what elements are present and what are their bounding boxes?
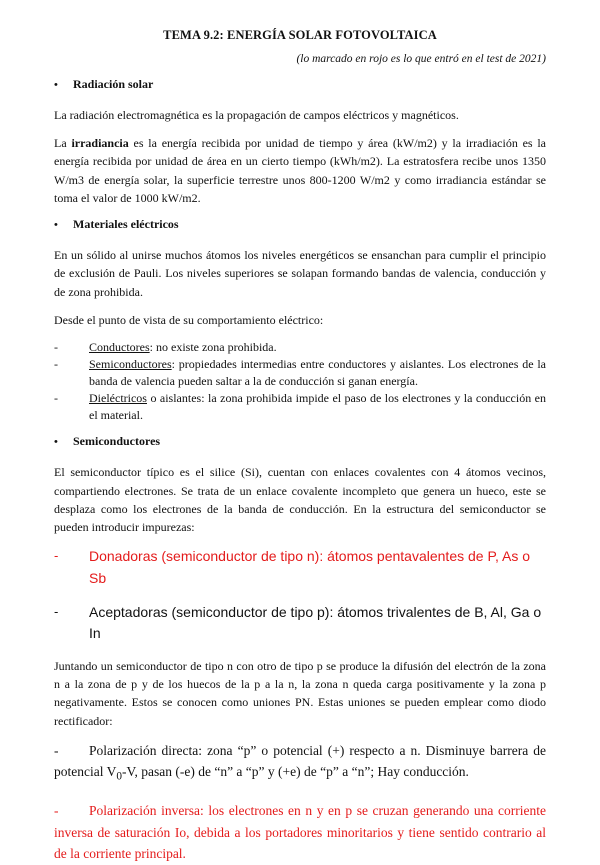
document-title: TEMA 9.2: ENERGÍA SOLAR FOTOVOLTAICA [163,28,437,42]
section-heading-radiacion [54,77,546,92]
text-run: La [54,136,72,151]
section-heading-label: Radiación solar [73,77,154,91]
paragraph: En un sólido al unirse muchos átomos los niveles energéticos se ensanchan para cumplir el principio de exclusión de Pauli. Los niveles superiores se solapan formando bandas de valencia, conducción y de zona prohibida. [54,248,546,299]
bullet-icon: • [54,436,58,449]
bold-term: irradiancia [71,136,129,151]
section-heading-materiales [54,217,546,232]
text-run: es la energía recibida por unidad de tiempo y área (kW/m2) y la irradiación es la energía recibida por unidad de área en un cierto tiempo (kWh/m2). La estratosfera recibe unos 1350 W/m3 de energía solar, la superficie terrestre unos 800-1200 W/m2 y como irradiancia estándar se toma el valor de 1000 kW/m2. [54,136,547,205]
text-run: -V, pasan (-e) de “n” a “p” y (+e) de “p” a “n”; Hay conducción. [121,764,469,780]
paragraph: La radiación electromagnética es la propagación de campos eléctricos y magnéticos. [54,108,459,122]
section-heading-label: Semiconductores [73,434,161,449]
text-run: Polarización inversa: los electrones en n y en p se cruzan generando una corriente inversa de saturación Io, debida a los portadores minoritarios y tiene sentido contrario al de la corriente principal. [54,803,546,862]
list-item [54,339,546,356]
bullet-icon: • [54,79,58,91]
dash-icon: - [54,548,59,564]
materials-list [54,339,546,424]
text-run: : no existe zona prohibida. [149,340,277,355]
bullet-icon: • [54,219,58,232]
paragraph: El semiconductor típico es el silice (Si), cuentan con enlaces covalentes con 4 átomos vecinos, compartiendo electrones. Se trata de un enlace covalente incompleto que genera un hueco, este se desplaza como los electrones de la banda de conducción. En la estructura del semiconductor se pueden introducir impurezas: [54,465,546,534]
underlined-term: Dieléctricos [89,391,147,406]
donadoras-text: Donadoras (semiconductor de tipo n): átomos pentavalentes de P, As o Sb [89,548,531,586]
text-run: Polarización directa: zona “p” o potencial (+) respecto a n. Disminuye barrera de potencial V [54,742,546,780]
paragraph: Juntando un semiconductor de tipo n con otro de tipo p se produce la difusión del electrón de la zona n a la zona de p y de los huecos de la p a la n, la zona n queda carga positivamente y la zona p negativamente. Estos se conocen como uniones PN. Estas uniones se pueden emplear como diodo rectificador: [54,658,546,728]
donadoras-item [54,546,546,589]
polarizacion-directa [54,740,546,786]
dash-icon: - [54,340,58,355]
red-note: (lo marcado en rojo es lo que entró en el test de 2021) [296,53,546,65]
underlined-term: Conductores [89,340,150,355]
underlined-term: Semiconductores [89,357,172,372]
text-run: : propiedades intermedias entre conductores y aislantes. Los electrones de la banda de valencia pueden saltar a la de conducción si ganan energía. [89,357,546,389]
section-heading-semiconductores [54,434,546,449]
aceptadoras-text: Aceptadoras (semiconductor de tipo p): átomos trivalentes de B, Al, Ga o In [89,603,542,642]
dash-icon: - [54,357,58,372]
dash-icon: - [54,803,59,819]
paragraph: Desde el punto de vista de su comportamiento eléctrico: [54,312,324,327]
aceptadoras-item [54,602,546,645]
subscript: 0 [116,771,122,784]
paragraph-irradiancia [54,134,546,207]
polarizacion-inversa [54,800,546,865]
list-item [54,356,546,390]
section-heading-label: Materiales eléctricos [73,217,179,232]
dash-icon: - [54,742,59,758]
text-run: o aislantes: la zona prohibida impide el paso de los electrones y la conducción en el material. [89,391,546,423]
list-item [54,390,546,424]
dash-icon: - [54,603,59,619]
dash-icon: - [54,391,58,406]
